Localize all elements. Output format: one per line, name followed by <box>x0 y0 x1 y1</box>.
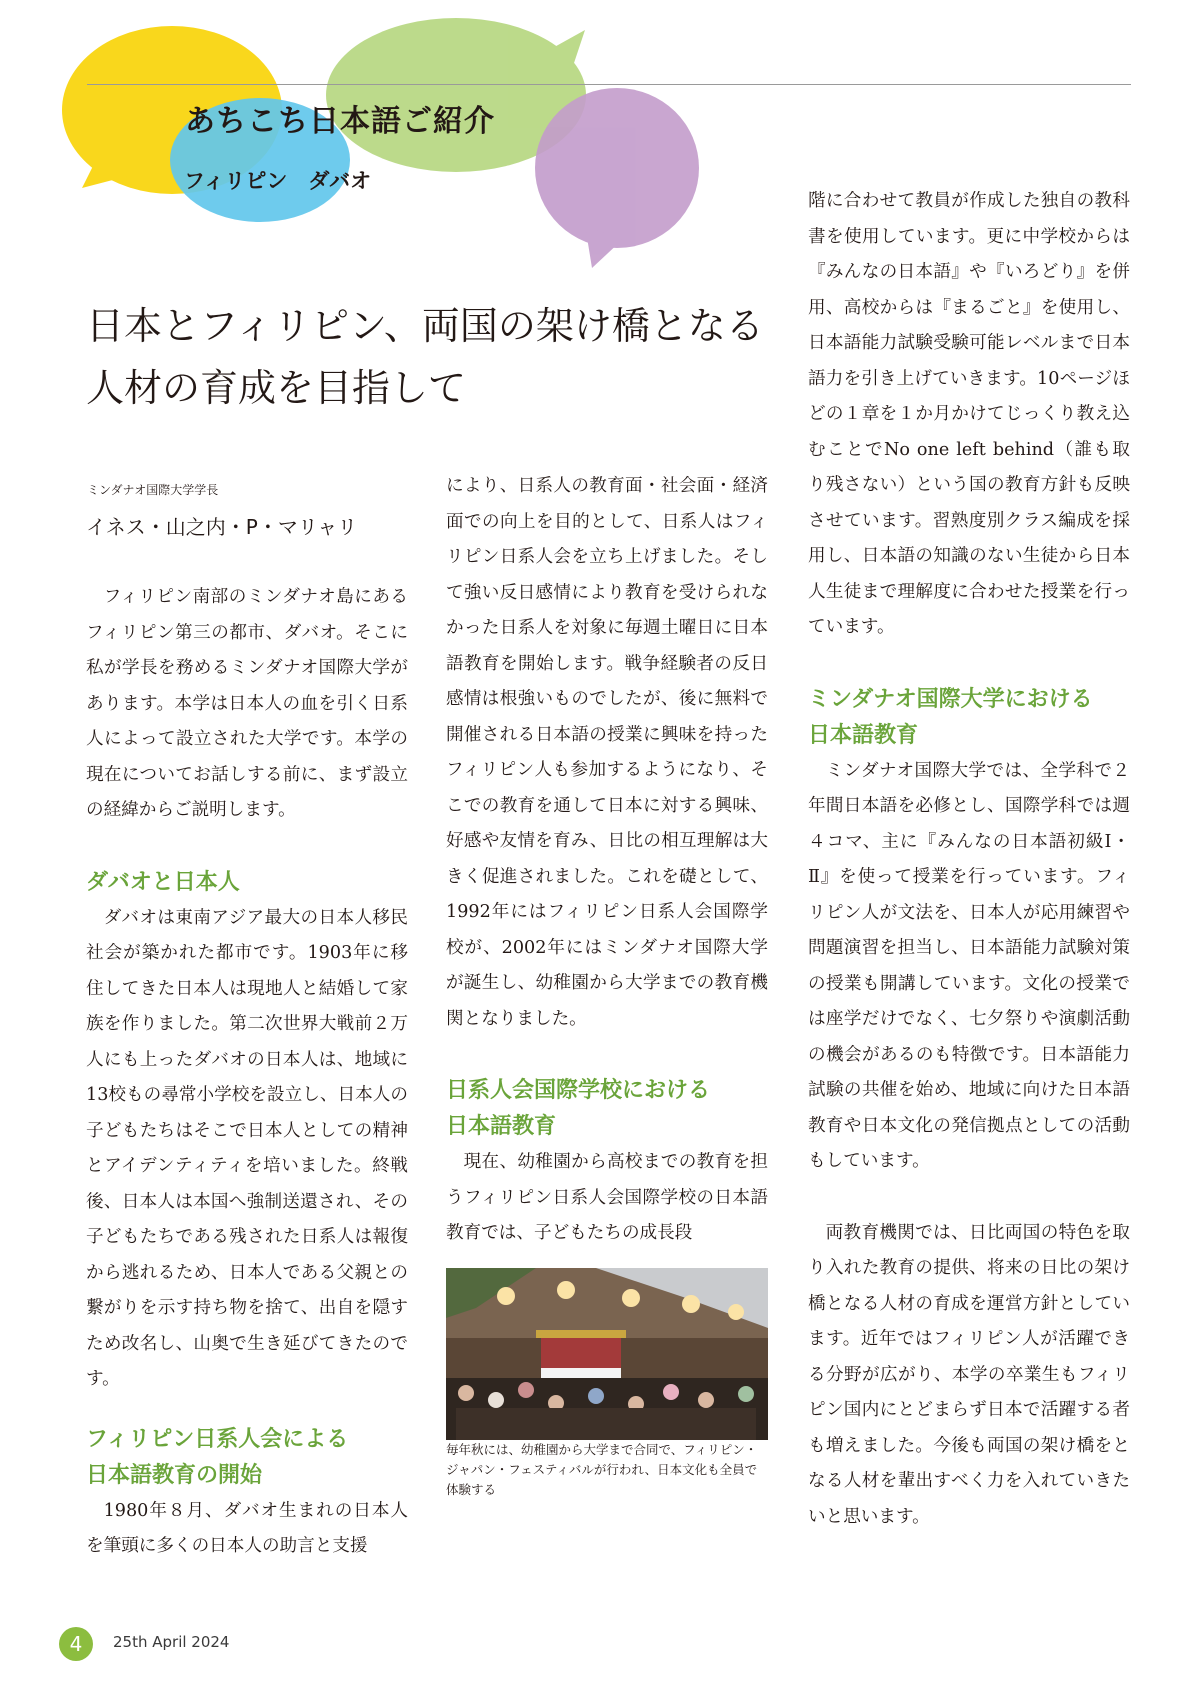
speech-bubbles-decoration <box>0 0 720 290</box>
start-paragraph-continued: により、日系人の教育面・社会面・経済面での向上を目的として、日系人はフィリピン日系人会を立ち上げました。そして強い反日感情により教育を受けられなかった日系人を対象に毎週土曜日に日本語教育を開始します。戦争経験者の反日感情は根強いものでしたが、後に無料で開催される日本語の授業に興味を持ったフィリピン人も参加するようになり、そこでの教育を通して日本に対する興味、好感や友情を育み、日比の相互理解は大きく促進されました。これを礎として、1992年にはフィリピン日系人会国際学校が、2002年にはミンダナオ国際大学が誕生し、幼稚園から大学までの教育機関となりました。 <box>446 476 768 1029</box>
heading-univ-line-1: ミンダナオ国際大学における <box>808 686 1093 712</box>
purple-speech-bubble <box>535 88 699 268</box>
title-line-2: 人材の育成を目指して <box>86 366 467 410</box>
title-line-1: 日本とフィリピン、両国の架け橋となる <box>86 304 764 348</box>
heading-davao-japanese: ダバオと日本人 <box>86 869 240 895</box>
school-paragraph-continued: 階に合わせて教員が作成した独自の教科書を使用しています。更に中学校からは『みんなの日本語』や『いろどり』を併用、高校からは『まるごと』を使用し、日本語能力試験受験可能レベルまで日本語力を引き上げていきます。10ページほどの１章を１か月かけてじっくり教え込むことでNo one left behind（誰も取り残さない）という国の教育方針も反映させています。習熟度別クラス編成を採用し、日本語の知識のない生徒から日本人生徒まで理解度に合わせた授業を行っています。 <box>808 191 1130 637</box>
column-1 <box>86 580 408 1565</box>
festival-photo <box>446 1268 768 1440</box>
page-number-badge: 4 <box>59 1627 93 1661</box>
column-2 <box>446 469 768 1500</box>
davao-paragraph: ダバオは東南アジア最大の日本人移民社会が築かれた都市です。1903年に移住してきた日本人は現地人と結婚して家族を作りました。第二次世界大戦前２万人にも上ったダバオの日本人は、地域に13校もの尋常小学校を設立し、日本人の子どもたちはそこで日本人としての精神とアイデンティティを培いました。終戦後、日本人は本国へ強制送還され、その子どもたちである残された日系人は報復から逃れるため、日本人である父親との繋がりを示す持ち物を捨て、出自を隠すため改名し、山奥で生き延びてきたのです。 <box>86 907 408 1389</box>
closing-paragraph: 両教育機関では、日比両国の特色を取り入れた教育の提供、将来の日比の架け橋となる人材の育成を運営方針としています。近年ではフィリピン人が活躍できる分野が広がり、本学の卒業生もフィリピン国内にとどまらず日本で活躍する者も増えました。今後も両国の架け橋をとなる人材を輩出すべく力を入れていきたいと思います。 <box>808 1222 1130 1527</box>
heading-school-line-1: 日系人会国際学校における <box>446 1078 711 1103</box>
heading-start-line-2: 日本語教育の開始 <box>86 1462 263 1488</box>
heading-start-line-1: フィリピン日系人会による <box>86 1426 349 1452</box>
article-title <box>86 295 766 419</box>
location-label: フィリピン ダバオ <box>184 169 372 193</box>
column-3 <box>808 184 1130 1535</box>
photo-caption: 毎年秋には、幼稚園から大学まで合同で、フィリピン・ジャパン・フェスティバルが行われ、日本文化も全員で体験する <box>446 1441 758 1497</box>
series-title: あちこち日本語ご紹介 <box>185 104 495 139</box>
author-name: イネス・山之内・P・マリャリ <box>86 515 358 539</box>
heading-univ-line-2: 日本語教育 <box>808 722 919 748</box>
univ-paragraph: ミンダナオ国際大学では、全学科で２年間日本語を必修とし、国際学科では週４コマ、主に『みんなの日本語初級Ⅰ・Ⅱ』を使って授業を行っています。フィリピン人が文法を、日本人が応用練習や問題演習を担当し、日本語能力試験対策の授業も開講しています。文化の授業では座学だけでなく、七夕祭りや演劇活動の機会があるのも特徴です。日本語能力試験の共催を始め、地域に向けた日本語教育や日本文化の発信拠点としての活動もしています。 <box>808 760 1130 1171</box>
start-paragraph: 1980年８月、ダバオ生まれの日本人を筆頭に多くの日本人の助言と支援 <box>86 1500 408 1556</box>
author-role: ミンダナオ国際大学学長 <box>87 483 219 497</box>
intro-paragraph: フィリピン南部のミンダナオ島にあるフィリピン第三の都市、ダバオ。そこに私が学長を務めるミンダナオ国際大学があります。本学は日本人の血を引く日系人によって設立された大学です。本学の現在についてお話しする前に、まず設立の経緯からご説明します。 <box>86 587 408 820</box>
header-rule <box>87 84 1131 85</box>
heading-school-line-2: 日本語教育 <box>446 1114 557 1139</box>
issue-date: 25th April 2024 <box>113 1633 230 1651</box>
festival-photo-illustration <box>446 1268 768 1440</box>
school-paragraph: 現在、幼稚園から高校までの教育を担うフィリピン日系人会国際学校の日本語教育では、子どもたちの成長段 <box>446 1152 768 1243</box>
